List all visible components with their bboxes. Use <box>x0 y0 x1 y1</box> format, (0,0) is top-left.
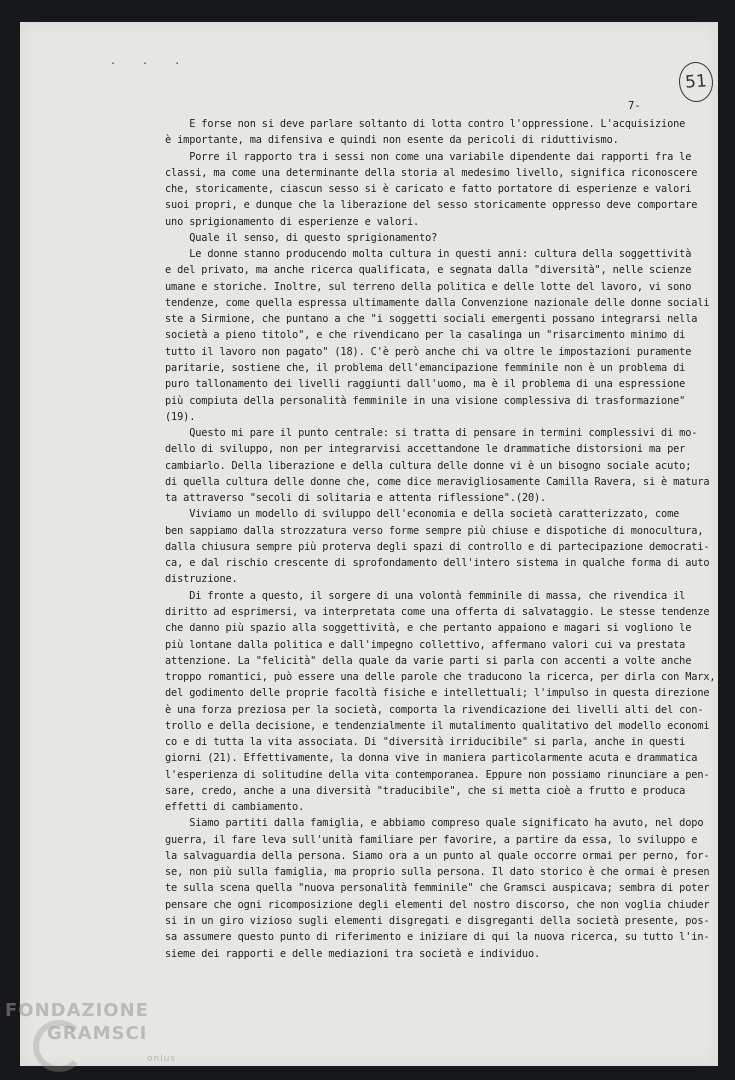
text-line: distruzione. <box>165 573 238 586</box>
typewritten-text <box>165 116 716 962</box>
text-line: ste a Sirmione, che puntano a che "i soggetti sociali emergenti possano integrarsi nella <box>165 313 698 326</box>
text-line: attenzione. La "felicità" della quale da varie parti si parla con accenti a volte anche <box>165 654 692 667</box>
text-line: ta attraverso "secoli di solitaria e attenta riflessione".(20). <box>165 492 547 505</box>
text-line: sieme dei rapporti e delle mediazioni tra società e individuo. <box>165 947 541 960</box>
text-line: paritarie, sostiene che, il problema dell'emancipazione femminile non è un problema di <box>165 361 686 374</box>
text-line: E forse non si deve parlare soltanto di lotta contro l'oppressione. L'acquisizione <box>165 118 686 130</box>
text-line: Le donne stanno producendo molta cultura in questi anni: cultura della soggettività <box>165 248 692 261</box>
text-line: Di fronte a questo, il sorgere di una volontà femminile di massa, che rivendica il <box>165 589 686 602</box>
text-line: la salvaguardia della persona. Siamo ora a un punto al quale occorre ormai per perno, for- <box>165 849 710 862</box>
text-line: co e di tutta la vita associata. Di "diversità irriducibile" si parla, anche in questi <box>165 736 686 749</box>
text-line: sare, credo, anche a una diversità "traducibile", che si metta cioè a frutto e produca <box>165 784 686 797</box>
text-line: troppo romantici, può essere una delle parole che traducono la ricerca, per dirla con Marx, <box>165 671 716 684</box>
text-line: è importante, ma difensiva e quindi non esente da pericoli di riduttivismo. <box>165 134 619 147</box>
watermark-line2: GRAMSCI <box>47 1023 148 1044</box>
text-line: effetti di cambiamento. <box>165 801 305 814</box>
text-line: tutto il lavoro non pagato" (18). C'è però anche chi va oltre le impostazioni puramente <box>165 345 692 358</box>
text-line: dello di sviluppo, non per integrarvisi accettandone le drammatiche distorsioni ma per <box>165 443 686 456</box>
text-line: Porre il rapporto tra i sessi non come una variabile dipendente dai rapporti fra le <box>165 150 692 163</box>
text-line: uno sprigionamento di esperienze e valori. <box>165 215 420 228</box>
text-line: del godimento delle proprie facoltà fisiche e intellettuali; l'impulso in questa direzione <box>165 687 710 700</box>
text-line: te sulla scena quella "nuova personalità femminile" che Gramsci auspicava; sembra di poter <box>165 882 710 895</box>
text-line: che, storicamente, ciascun sesso si è caricato e fatto portatore di esperienze e valori <box>165 183 692 196</box>
text-line: ben sappiamo dalla strozzatura verso forme sempre più chiuse e dispotiche di monocultura, <box>165 524 704 537</box>
archive-number-stamp <box>678 61 715 103</box>
text-line: guerra, il fare leva sull'unità familiare per favorire, a partire da essa, lo sviluppo e <box>165 833 698 846</box>
watermark-logo <box>5 1000 177 1064</box>
text-line: di quella cultura delle donne che, come dice meravigliosamente Camilla Ravera, si è matura <box>165 475 710 488</box>
watermark-line3: onlus <box>147 1054 177 1064</box>
text-line: suoi propri, e dunque che la liberazione del sesso storicamente oppresso deve comportare <box>165 199 698 212</box>
watermark-g-icon <box>33 1020 85 1072</box>
text-line: puro tallonamento dei livelli raggiunti dall'uomo, ma è il problema di una espressione <box>165 378 686 391</box>
text-line: più compiuta della personalità femminile in una visione complessiva di trasformazione" <box>165 394 686 407</box>
watermark-line1: FONDAZIONE <box>5 1000 149 1021</box>
text-line: (19). <box>165 410 196 423</box>
page-number: 7- <box>628 100 641 112</box>
text-line: ca, e dal rischio crescente di sprofondamento dell'intero sistema in qualche forma di auto <box>165 557 710 570</box>
text-line: classi, ma come una determinante della storia al medesimo livello, significa riconoscere <box>165 166 698 179</box>
text-line: umane e storiche. Inoltre, sul terreno della politica e delle lotte del lavoro, vi sono <box>165 280 692 293</box>
text-line: sa assumere questo punto di riferimento e iniziare di qui la nuova ricerca, su tutto l'in- <box>165 931 710 944</box>
text-line: Siamo partiti dalla famiglia, e abbiamo compreso quale significato ha avuto, nel dopo <box>165 817 704 830</box>
text-line: l'esperienza di solitudine della vita contemporanea. Eppure non possiamo rinunciare a pen- <box>165 768 710 781</box>
text-line: più lontane dalla politica e dall'impegno collettivo, affermano valori cui va prestata <box>165 638 686 651</box>
text-line: tendenze, come quella espressa ultimamente dalla Convenzione nazionale delle donne sociali <box>165 296 710 309</box>
text-line: trollo e della decisione, e tendenzialmente il mutalimento qualitativo del modello economi <box>165 719 710 732</box>
text-line: diritto ad esprimersi, va interpretata come una offerta di salvataggio. Le stesse tendenze <box>165 605 710 618</box>
text-line: Questo mi pare il punto centrale: si tratta di pensare in termini complessivi di mo- <box>165 427 698 440</box>
text-line: Quale il senso, di questo sprigionamento? <box>165 231 438 244</box>
text-line: è una forza preziosa per la società, comporta la rivendicazione dei livelli alti del con- <box>165 703 704 716</box>
archive-number: 51 <box>684 71 708 93</box>
text-line: che danno più spazio alla soggettività, e che pertanto appaiono e magari si vogliono le <box>165 622 692 635</box>
text-line: e del privato, ma anche ricerca qualificata, e segnata dalla "diversità", nelle scienze <box>165 264 692 277</box>
text-line: società a pieno titolo", e che rivendicano per la casalinga un "risarcimento minimo di <box>165 329 686 342</box>
text-line: si in un giro vizioso sugli elementi disgregati e disgreganti della società presente, pos- <box>165 915 710 928</box>
text-line: pensare che ogni ricomposizione degli elementi del nostro discorso, che non voglia chiuder <box>165 898 710 911</box>
header-dots: . . . <box>110 56 191 67</box>
text-line: Viviamo un modello di sviluppo dell'economia e della società caratterizzato, come <box>165 508 680 521</box>
text-line: cambiarlo. Della liberazione e della cultura delle donne vi è un bisogno sociale acuto; <box>165 459 692 472</box>
text-line: giorni (21). Effettivamente, la donna vive in maniera particolarmente acuta e drammatica <box>165 752 698 765</box>
text-line: dalla chiusura sempre più proterva degli spazi di controllo e di partecipazione democrati- <box>165 540 710 553</box>
text-line: se, non più sulla famiglia, ma proprio sulla persona. Il dato storico è che ormai è presen <box>165 866 710 879</box>
